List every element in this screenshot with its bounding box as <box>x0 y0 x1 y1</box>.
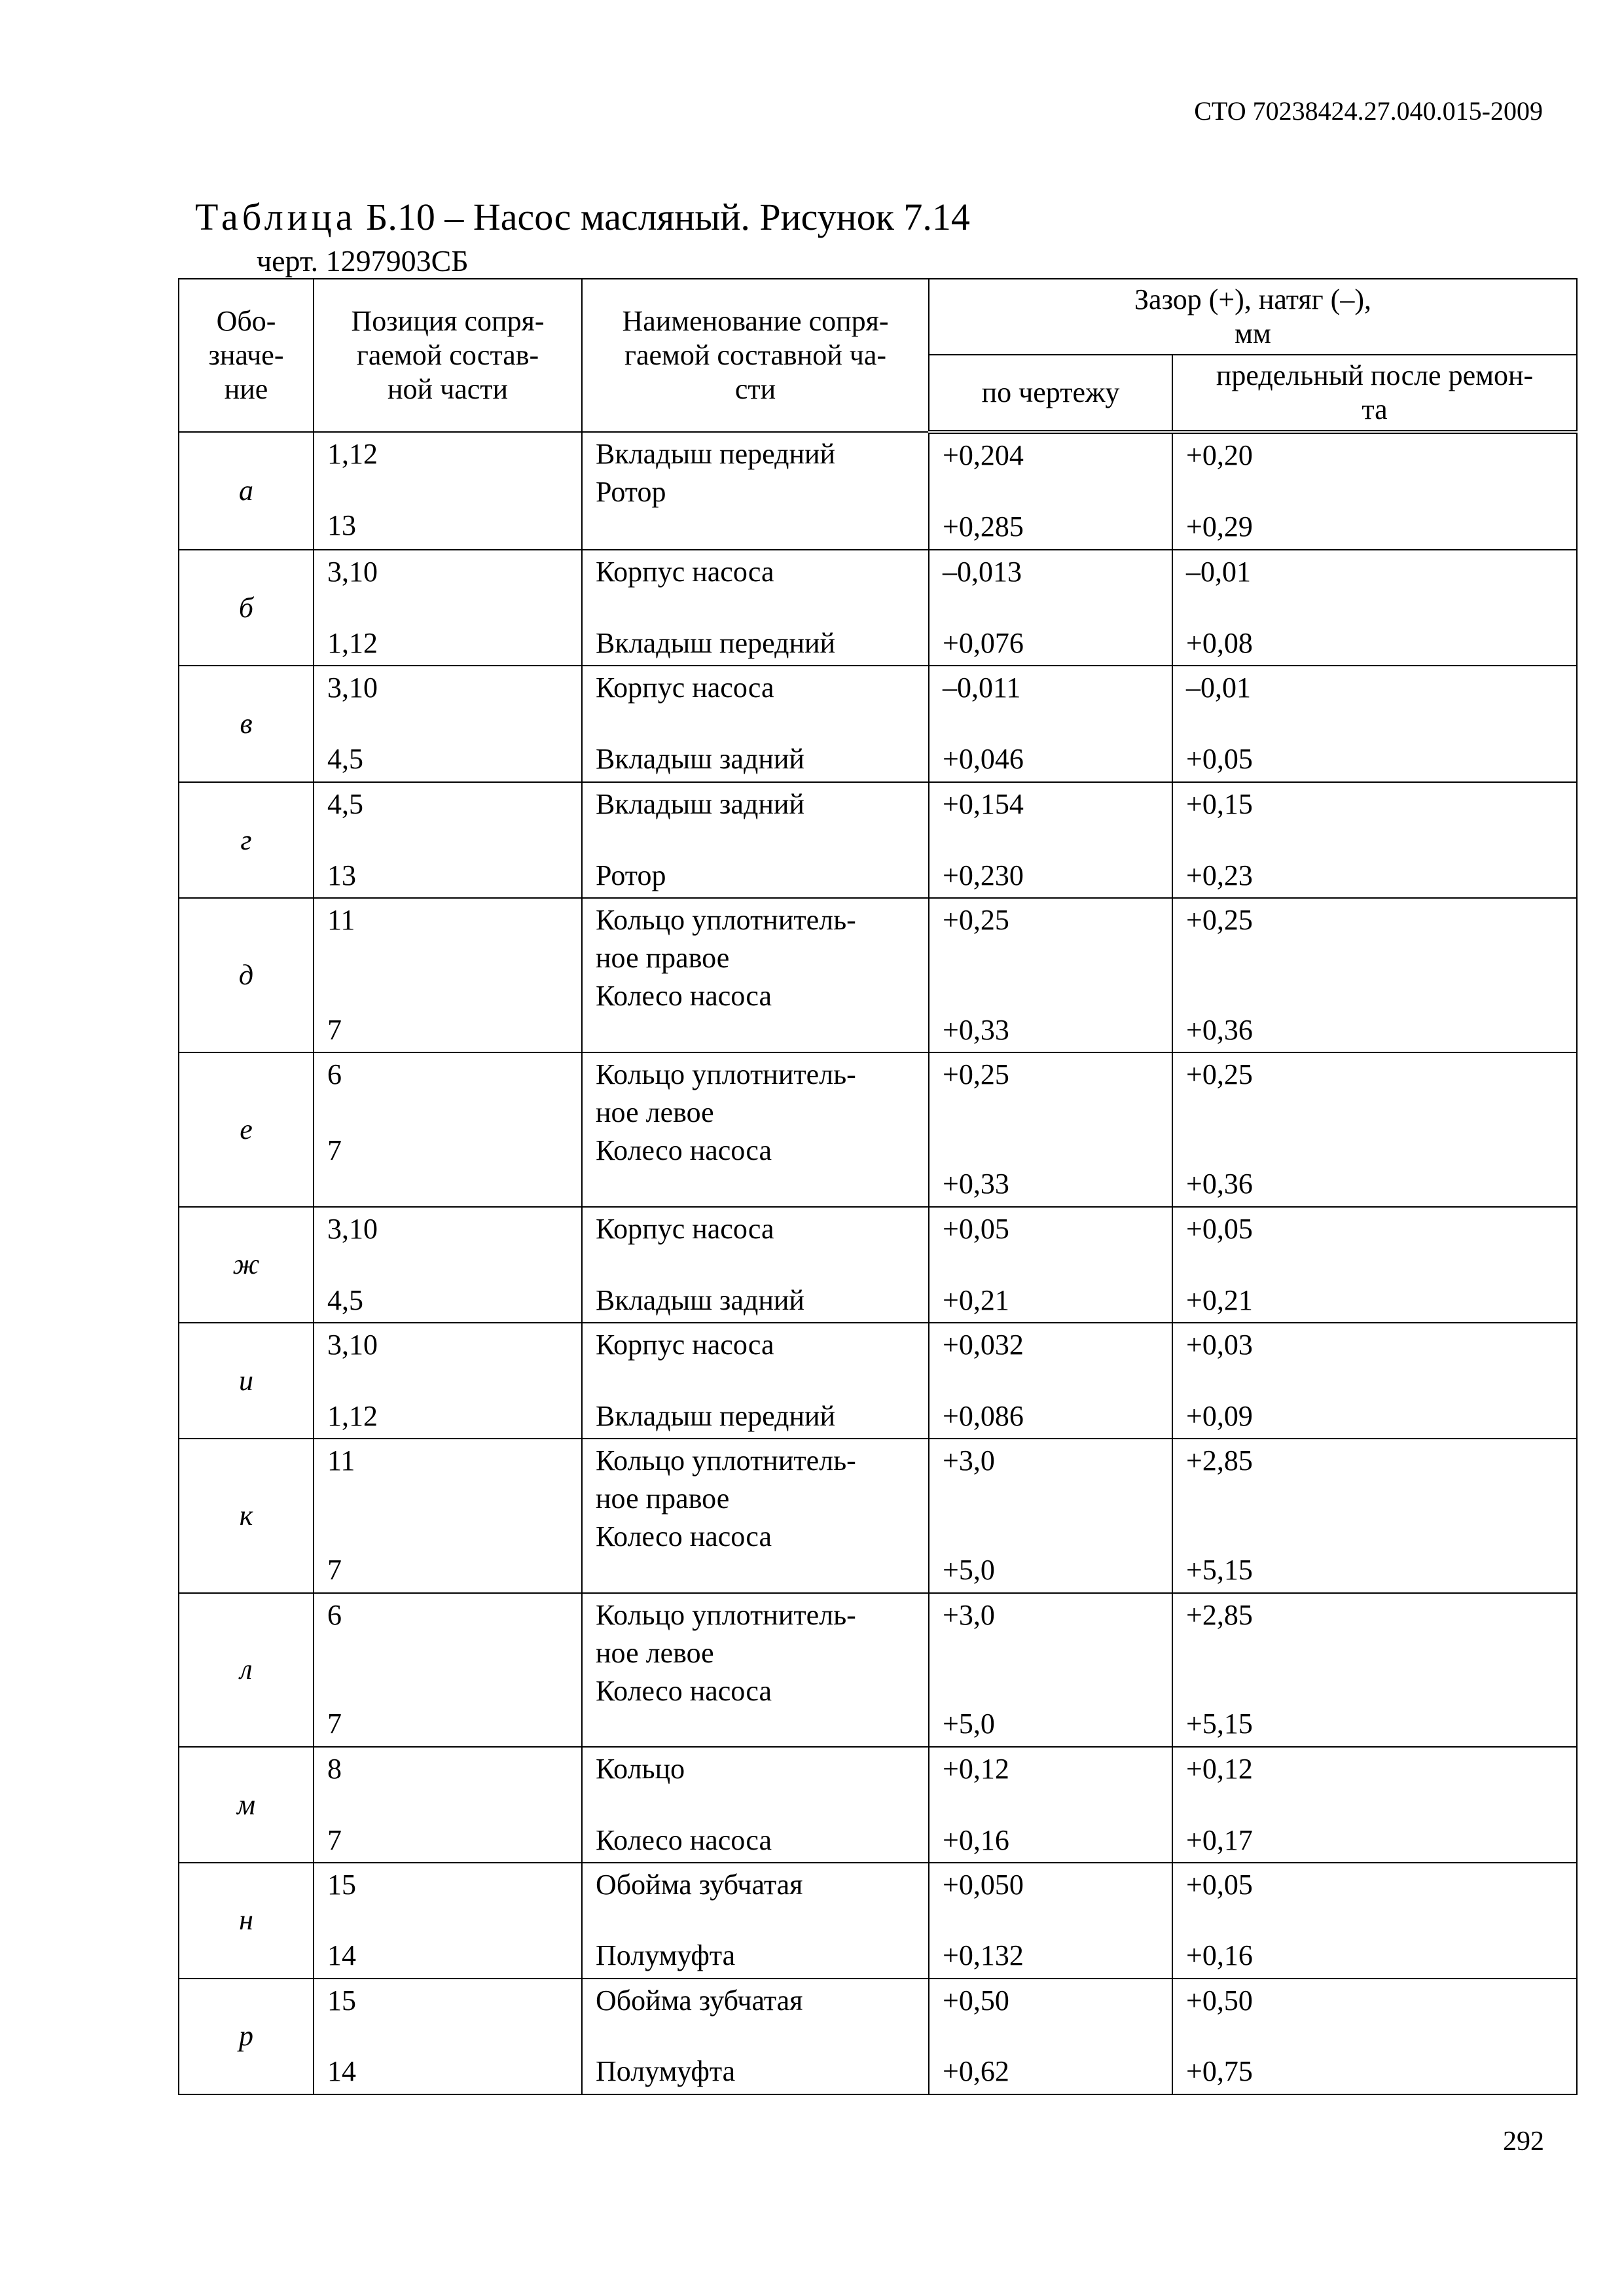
per-drawing-cell <box>929 1323 1172 1439</box>
position-cell <box>314 1439 582 1592</box>
table-row <box>179 666 1577 782</box>
per-drawing-cell-top: +0,12 <box>943 1753 1009 1785</box>
limit-cell <box>1172 1863 1577 1979</box>
part-name-cell <box>582 1747 929 1863</box>
position-cell-top: 3,10 <box>327 555 378 588</box>
designation-cell: и <box>179 1323 314 1439</box>
part-name-cell <box>582 898 929 1052</box>
per-drawing-cell <box>929 1052 1172 1207</box>
limit-cell-bottom: +0,05 <box>1186 743 1253 776</box>
table-row <box>179 432 1577 550</box>
limit-cell <box>1172 1747 1577 1863</box>
per-drawing-cell-top: +0,50 <box>943 1984 1009 2017</box>
per-drawing-cell <box>929 1979 1172 2094</box>
position-cell-top: 4,5 <box>327 787 363 820</box>
position-cell-top: 11 <box>327 904 355 937</box>
limit-cell-top: +0,12 <box>1186 1753 1253 1785</box>
designation-cell: н <box>179 1863 314 1979</box>
position-cell-bottom: 7 <box>327 1554 342 1587</box>
designation-cell: ж <box>179 1207 314 1323</box>
per-drawing-cell-top: –0,013 <box>943 555 1022 588</box>
position-cell-top: 8 <box>327 1753 342 1785</box>
caption-title-text: Б.10 – Насос масляный. Рисунок 7.14 <box>356 196 970 238</box>
limit-cell-bottom: +0,36 <box>1186 1013 1253 1046</box>
table-row <box>179 1593 1577 1747</box>
per-drawing-cell-top: +0,05 <box>943 1212 1009 1245</box>
table-row <box>179 1863 1577 1979</box>
limit-cell-bottom: +5,15 <box>1186 1554 1253 1587</box>
limit-cell-bottom: +0,17 <box>1186 1823 1253 1856</box>
per-drawing-cell-bottom: +0,21 <box>943 1283 1009 1316</box>
limit-cell-top: +2,85 <box>1186 1598 1253 1631</box>
per-drawing-cell-top: +3,0 <box>943 1598 995 1631</box>
per-drawing-cell-top: +0,050 <box>943 1868 1024 1901</box>
designation-cell: к <box>179 1439 314 1592</box>
header-per-drawing: по чертежу <box>929 355 1172 432</box>
part-name-cell-top: Кольцо уплотнитель- ное правое Колесо насоса <box>596 1444 856 1553</box>
position-cell-top: 6 7 <box>327 1058 342 1167</box>
part-name-cell <box>582 1863 929 1979</box>
designation-cell: а <box>179 432 314 550</box>
position-cell-bottom: 7 <box>327 1823 342 1856</box>
position-cell-top: 6 <box>327 1598 342 1631</box>
part-name-cell <box>582 1052 929 1207</box>
part-name-cell-top: Вкладыш передний Ротор <box>596 438 836 508</box>
table-row <box>179 782 1577 898</box>
designation-cell: м <box>179 1747 314 1863</box>
part-name-cell <box>582 1207 929 1323</box>
per-drawing-cell <box>929 666 1172 782</box>
position-cell-bottom: 14 <box>327 2055 356 2088</box>
limit-cell-top: –0,01 <box>1186 672 1251 704</box>
position-cell <box>314 898 582 1052</box>
designation-cell: л <box>179 1593 314 1747</box>
position-cell-bottom: 4,5 <box>327 743 363 776</box>
per-drawing-cell <box>929 898 1172 1052</box>
per-drawing-cell-top: +0,25 <box>943 1058 1009 1091</box>
limit-cell <box>1172 898 1577 1052</box>
limit-cell-bottom: +0,21 <box>1186 1283 1253 1316</box>
table-row <box>179 1439 1577 1592</box>
part-name-cell-bottom: Вкладыш передний <box>596 1399 836 1432</box>
limit-cell-top: +0,25 <box>1186 904 1253 937</box>
position-cell-bottom: 13 <box>327 509 356 542</box>
part-name-cell-top: Кольцо уплотнитель- ное левое Колесо насоса <box>596 1058 856 1167</box>
limit-cell-bottom: +0,75 <box>1186 2055 1253 2088</box>
table-row <box>179 898 1577 1052</box>
part-name-cell-top: Корпус насоса <box>596 555 774 588</box>
per-drawing-cell-bottom: +0,132 <box>943 1939 1024 1972</box>
position-cell <box>314 1863 582 1979</box>
designation-cell: в <box>179 666 314 782</box>
limit-cell <box>1172 1979 1577 2094</box>
position-cell <box>314 1747 582 1863</box>
part-name-cell-bottom: Вкладыш передний <box>596 626 836 659</box>
part-name-cell <box>582 782 929 898</box>
position-cell-bottom: 7 <box>327 1013 342 1046</box>
position-cell-bottom: 1,12 <box>327 626 378 659</box>
clearance-table <box>178 278 1578 2095</box>
per-drawing-cell-bottom: +0,230 <box>943 859 1024 891</box>
position-cell-top: 3,10 <box>327 672 378 704</box>
per-drawing-cell-bottom: +0,046 <box>943 743 1024 776</box>
part-name-cell-bottom: Полумуфта <box>596 2055 736 2088</box>
position-cell <box>314 432 582 550</box>
designation-cell: г <box>179 782 314 898</box>
limit-cell-top: +0,05 <box>1186 1212 1253 1245</box>
per-drawing-cell-top: +0,154 <box>943 787 1024 820</box>
position-cell-top: 11 <box>327 1444 355 1477</box>
position-cell-bottom: 7 <box>327 1708 342 1740</box>
limit-cell <box>1172 1207 1577 1323</box>
table-row <box>179 550 1577 666</box>
position-cell <box>314 1323 582 1439</box>
per-drawing-cell-bottom: +0,16 <box>943 1823 1009 1856</box>
per-drawing-cell-bottom: +5,0 <box>943 1708 995 1740</box>
part-name-cell <box>582 550 929 666</box>
limit-cell-bottom: +0,36 <box>1186 1168 1253 1200</box>
position-cell-top: 15 <box>327 1868 356 1901</box>
per-drawing-cell <box>929 782 1172 898</box>
part-name-cell-top: Кольцо уплотнитель- ное правое Колесо насоса <box>596 904 856 1013</box>
part-name-cell <box>582 1323 929 1439</box>
header-clearance: Зазор (+), натяг (–), мм <box>929 279 1577 355</box>
per-drawing-cell <box>929 1207 1172 1323</box>
per-drawing-cell-bottom: +0,285 <box>943 511 1024 543</box>
limit-cell <box>1172 550 1577 666</box>
part-name-cell-top: Обойма зубчатая <box>596 1984 803 2017</box>
position-cell-bottom: 1,12 <box>327 1399 378 1432</box>
position-cell <box>314 1593 582 1747</box>
position-cell-bottom: 13 <box>327 859 356 891</box>
limit-cell <box>1172 1323 1577 1439</box>
limit-cell-top: +2,85 <box>1186 1444 1253 1477</box>
part-name-cell <box>582 1439 929 1592</box>
part-name-cell-bottom: Вкладыш задний <box>596 1283 804 1316</box>
table-row <box>179 1207 1577 1323</box>
table-row <box>179 1979 1577 2094</box>
header-limit-after-repair: предельный после ремон- та <box>1172 355 1577 432</box>
part-name-cell-top: Корпус насоса <box>596 672 774 704</box>
page-number: 292 <box>1503 2126 1544 2157</box>
position-cell-top: 3,10 <box>327 1212 378 1245</box>
table-caption <box>195 195 970 239</box>
position-cell-top: 1,12 <box>327 438 378 470</box>
header-part-name: Наименование сопря- гаемой составной ча- сти <box>582 279 929 432</box>
per-drawing-cell-top: +0,25 <box>943 904 1009 937</box>
limit-cell-top: +0,05 <box>1186 1868 1253 1901</box>
per-drawing-cell-bottom: +5,0 <box>943 1554 995 1587</box>
position-cell-top: 3,10 <box>327 1329 378 1361</box>
per-drawing-cell-top: –0,011 <box>943 672 1021 704</box>
per-drawing-cell-top: +0,204 <box>943 439 1024 471</box>
designation-cell: б <box>179 550 314 666</box>
limit-cell-top: +0,50 <box>1186 1984 1253 2017</box>
limit-cell-top: +0,20 <box>1186 439 1253 471</box>
caption-table-word: Таблица <box>195 196 357 238</box>
part-name-cell-top: Вкладыш задний <box>596 787 804 820</box>
per-drawing-cell-bottom: +0,076 <box>943 626 1024 659</box>
limit-cell <box>1172 1593 1577 1747</box>
per-drawing-cell <box>929 1593 1172 1747</box>
header-designation: Обо- значе- ние <box>179 279 314 432</box>
designation-cell: д <box>179 898 314 1052</box>
part-name-cell-bottom: Вкладыш задний <box>596 743 804 776</box>
per-drawing-cell <box>929 1747 1172 1863</box>
position-cell-bottom: 14 <box>327 1939 356 1972</box>
per-drawing-cell-bottom: +0,33 <box>943 1013 1009 1046</box>
per-drawing-cell-bottom: +0,086 <box>943 1399 1024 1432</box>
document-code: СТО 70238424.27.040.015-2009 <box>1194 96 1543 126</box>
drawing-reference: черт. 1297903СБ <box>257 244 469 278</box>
position-cell <box>314 1207 582 1323</box>
part-name-cell-bottom: Колесо насоса <box>596 1823 772 1856</box>
part-name-cell-top: Кольцо <box>596 1753 685 1785</box>
position-cell <box>314 666 582 782</box>
position-cell <box>314 782 582 898</box>
part-name-cell-top: Корпус насоса <box>596 1329 774 1361</box>
limit-cell-top: +0,15 <box>1186 787 1253 820</box>
limit-cell-top: –0,01 <box>1186 555 1251 588</box>
limit-cell-bottom: +0,23 <box>1186 859 1253 891</box>
per-drawing-cell <box>929 432 1172 550</box>
part-name-cell-top: Кольцо уплотнитель- ное левое Колесо насоса <box>596 1598 856 1707</box>
part-name-cell-top: Корпус насоса <box>596 1212 774 1245</box>
part-name-cell-bottom: Ротор <box>596 859 666 891</box>
position-cell-top: 15 <box>327 1984 356 2017</box>
limit-cell <box>1172 1052 1577 1207</box>
designation-cell: е <box>179 1052 314 1207</box>
limit-cell <box>1172 666 1577 782</box>
limit-cell-bottom: +0,29 <box>1186 511 1253 543</box>
per-drawing-cell <box>929 1863 1172 1979</box>
part-name-cell-bottom: Полумуфта <box>596 1939 736 1972</box>
position-cell-bottom: 4,5 <box>327 1283 363 1316</box>
per-drawing-cell-bottom: +0,62 <box>943 2055 1009 2088</box>
per-drawing-cell-top: +0,032 <box>943 1329 1024 1361</box>
limit-cell <box>1172 1439 1577 1592</box>
part-name-cell <box>582 432 929 550</box>
limit-cell-bottom: +0,08 <box>1186 626 1253 659</box>
table-row <box>179 1052 1577 1207</box>
limit-cell-top: +0,03 <box>1186 1329 1253 1361</box>
per-drawing-cell <box>929 550 1172 666</box>
per-drawing-cell-top: +3,0 <box>943 1444 995 1477</box>
position-cell <box>314 550 582 666</box>
part-name-cell <box>582 1979 929 2094</box>
limit-cell-bottom: +5,15 <box>1186 1708 1253 1740</box>
position-cell <box>314 1052 582 1207</box>
limit-cell <box>1172 782 1577 898</box>
part-name-cell <box>582 1593 929 1747</box>
limit-cell-bottom: +0,16 <box>1186 1939 1253 1972</box>
designation-cell: р <box>179 1979 314 2094</box>
limit-cell <box>1172 432 1577 550</box>
part-name-cell-top: Обойма зубчатая <box>596 1868 803 1901</box>
per-drawing-cell <box>929 1439 1172 1592</box>
limit-cell-bottom: +0,09 <box>1186 1399 1253 1432</box>
part-name-cell <box>582 666 929 782</box>
position-cell <box>314 1979 582 2094</box>
table-row <box>179 1747 1577 1863</box>
limit-cell-top: +0,25 <box>1186 1058 1253 1091</box>
header-position: Позиция сопря- гаемой состав- ной части <box>314 279 582 432</box>
table-row <box>179 1323 1577 1439</box>
per-drawing-cell-bottom: +0,33 <box>943 1168 1009 1200</box>
